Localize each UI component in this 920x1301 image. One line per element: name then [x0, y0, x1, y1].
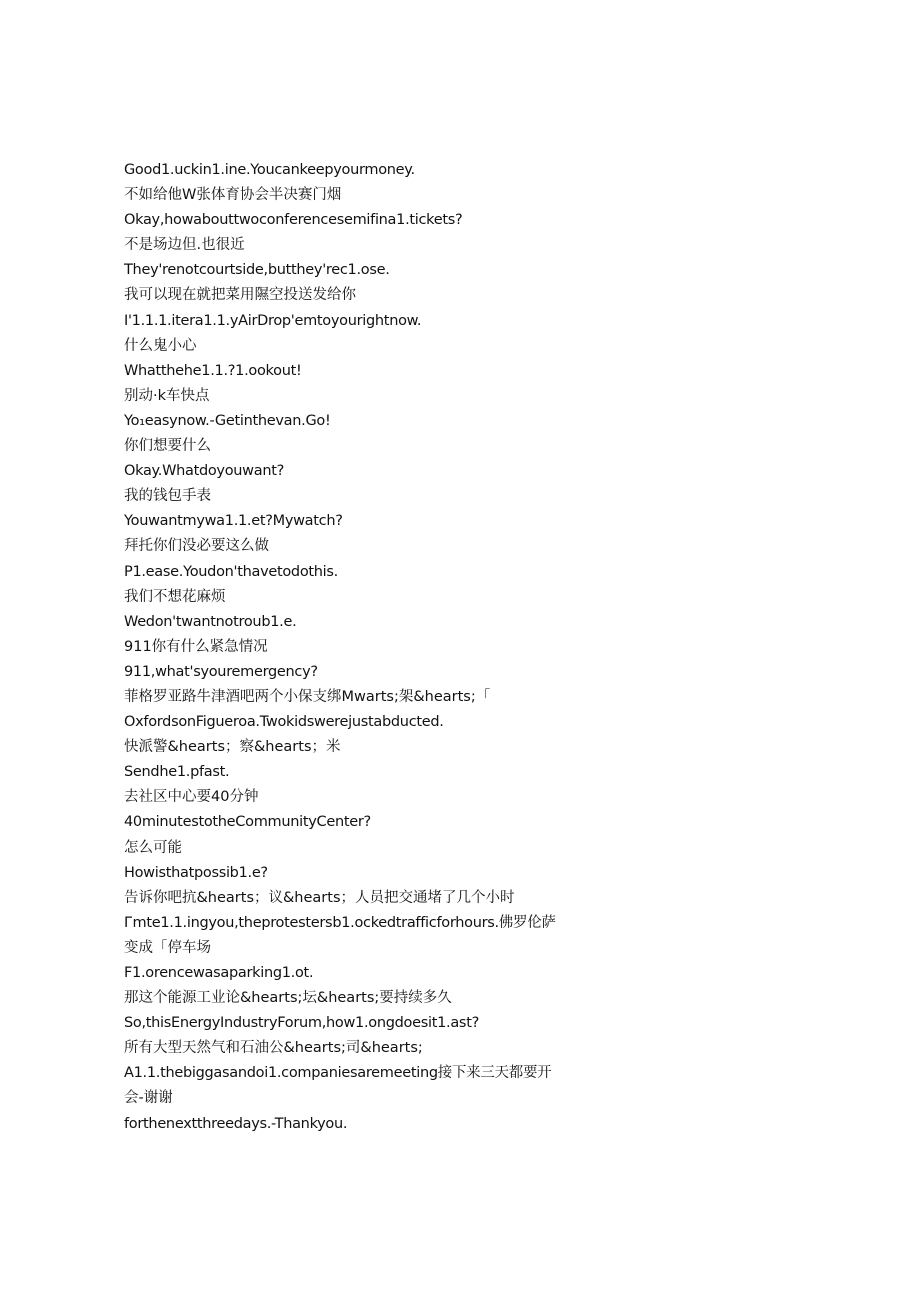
transcript-line: So,thisEnergyIndustryForum,how1.ongdoesit1.ast?: [124, 1015, 479, 1032]
transcript-line: They'renotcourtside,butthey'rec1.ose.: [124, 262, 390, 279]
transcript-line: 别动·k车快点: [124, 387, 210, 404]
transcript-line: Okay.Whatdoyouwant?: [124, 463, 284, 480]
transcript-line: OxfordsonFigueroa.Twokidswerejustabducted.: [124, 714, 444, 731]
transcript-line: 变成「停车场: [124, 939, 211, 956]
transcript-line: A1.1.thebiggasandoi1.companiesaremeeting接下来三天都要开: [124, 1065, 552, 1082]
transcript-line: Yo₁easynow.-Getinthevan.Go!: [124, 412, 331, 429]
transcript-line: 怎么可能: [124, 839, 182, 856]
transcript-line: 拜托你们没必要这么做: [124, 538, 269, 555]
transcript-line: Wedon'twantnotroub1.e.: [124, 613, 297, 630]
transcript-line: 那这个能源工业论&hearts;坛&hearts;要持续多久: [124, 990, 452, 1007]
transcript-line: I'1.1.1.itera1.1.yAirDrop'emtoyourightnow.: [124, 312, 422, 329]
transcript-line: 所有大型天然气和石油公&hearts;司&hearts;: [124, 1040, 423, 1057]
transcript-line: forthenextthreedays.-Thankyou.: [124, 1115, 348, 1132]
subtitle-transcript: [124, 158, 594, 1137]
transcript-line: 菲格罗亚路牛津酒吧两个小保支绑Mwarts;架&hearts;「: [124, 688, 491, 705]
transcript-line: Howisthatpossib1.e?: [124, 864, 268, 881]
transcript-line: F1.orencewasaparking1.ot.: [124, 965, 314, 981]
transcript-line: 我可以现在就把菜用隰空投送发给你: [124, 287, 356, 304]
transcript-line: Good1.uckin1.ine.Youcankeepyourmoney.: [124, 162, 415, 178]
transcript-line: 什么鬼小心: [124, 337, 197, 354]
transcript-line: 911,what'syouremergency?: [124, 663, 318, 680]
transcript-line: Youwantmywa1.1.et?Mywatch?: [124, 513, 343, 530]
transcript-line: 我们不想花麻烦: [124, 588, 226, 605]
transcript-line: 40minutestotheCommunityCenter?: [124, 814, 371, 831]
transcript-line: Whatthehe1.1.?1.ookout!: [124, 362, 302, 379]
transcript-line: 不如给他W张体育协会半决赛门烟: [124, 187, 342, 204]
transcript-line: 你们想要什么: [124, 438, 211, 455]
transcript-line: 911你有什么紧急情况: [124, 638, 268, 655]
transcript-line: 会-谢谢: [124, 1090, 173, 1107]
transcript-line: 不是场边但.也很近: [124, 237, 245, 254]
transcript-line: 快派警&hearts；察&hearts；米: [124, 739, 341, 756]
transcript-line: P1.ease.Youdon'thavetodothis.: [124, 563, 338, 580]
transcript-line: 我的钱包手表: [124, 488, 211, 505]
transcript-line: 告诉你吧抗&hearts；议&hearts；人员把交通堵了几个小时: [124, 889, 515, 906]
transcript-line: Sendhe1.pfast.: [124, 764, 230, 781]
transcript-line: Гmte1.1.ingyou,theprotestersb1.ockedtrafficforhours.佛罗伦萨: [124, 914, 556, 931]
transcript-line: Okay,howabouttwoconferencesemifina1.tickets?: [124, 212, 463, 229]
transcript-line: 去社区中心要40分钟: [124, 789, 259, 806]
